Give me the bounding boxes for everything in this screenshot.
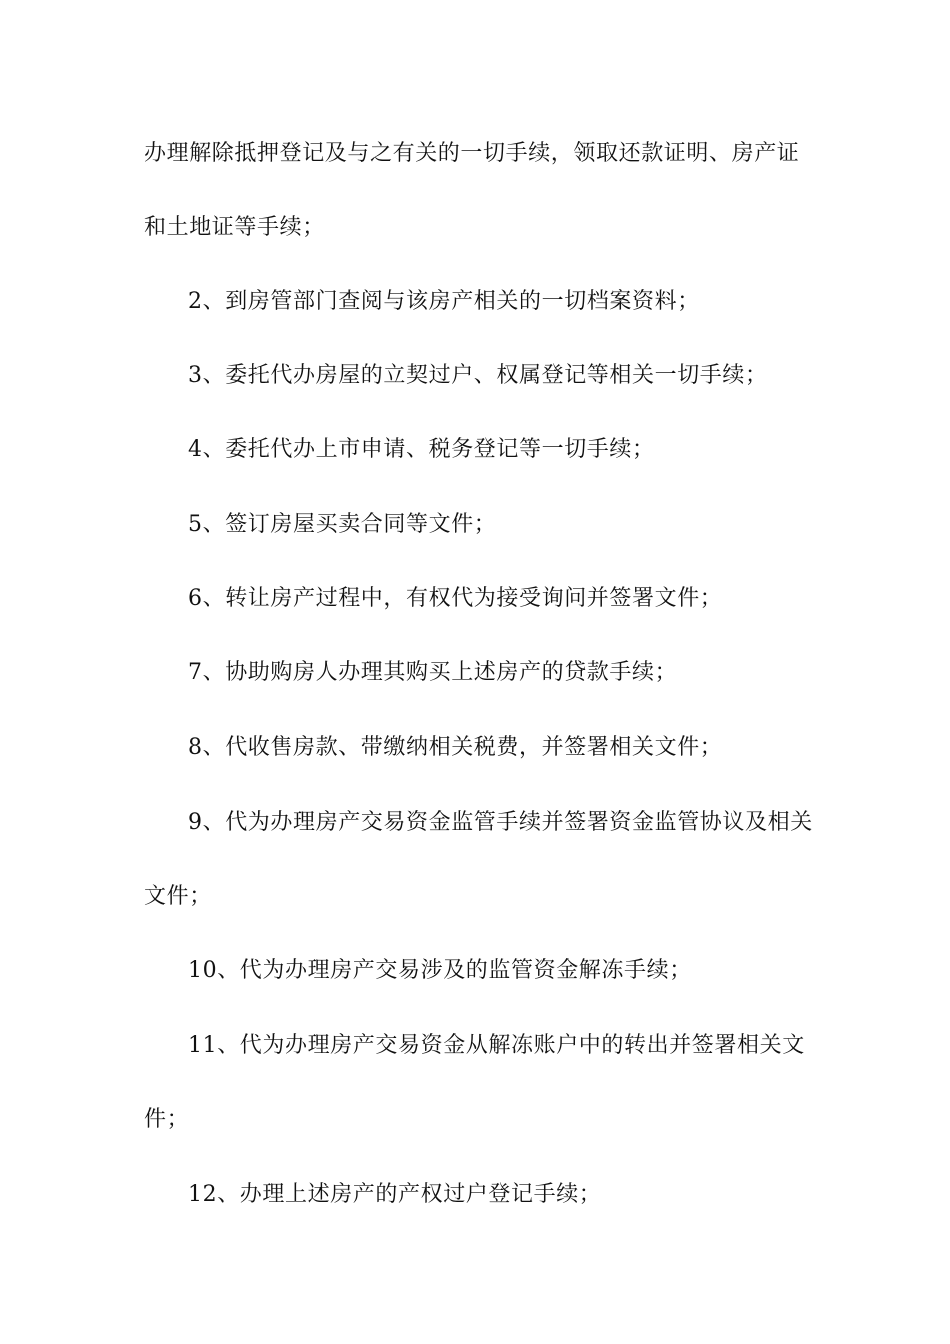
text-line: 办理解除抵押登记及与之有关的一切手续，领取还款证明、房产证 (144, 141, 800, 166)
list-item-4: 4、委托代办上市申请、税务登记等一切手续； (188, 437, 655, 462)
list-item-12: 12、办理上述房产的产权过户登记手续； (188, 1182, 602, 1207)
text-line: 和土地证等手续； (144, 215, 325, 240)
list-item-11: 11、代为办理房产交易资金从解冻账户中的转出并签署相关文 (188, 1033, 805, 1058)
list-item-6: 6、转让房产过程中，有权代为接受询问并签署文件； (188, 586, 723, 611)
text-line: 件； (144, 1107, 190, 1132)
text-line: 文件； (144, 884, 212, 909)
list-item-5: 5、签订房屋买卖合同等文件； (188, 512, 497, 537)
list-item-3: 3、委托代办房屋的立契过户、权属登记等相关一切手续； (188, 363, 768, 388)
list-item-2: 2、到房管部门查阅与该房产相关的一切档案资料； (188, 289, 700, 314)
list-item-9: 9、代为办理房产交易资金监管手续并签署资金监管协议及相关 (188, 810, 813, 835)
list-item-7: 7、协助购房人办理其购买上述房产的贷款手续； (188, 660, 678, 685)
list-item-10: 10、代为办理房产交易涉及的监管资金解冻手续； (188, 958, 692, 983)
list-item-8: 8、代收售房款、带缴纳相关税费，并签署相关文件； (188, 735, 723, 760)
